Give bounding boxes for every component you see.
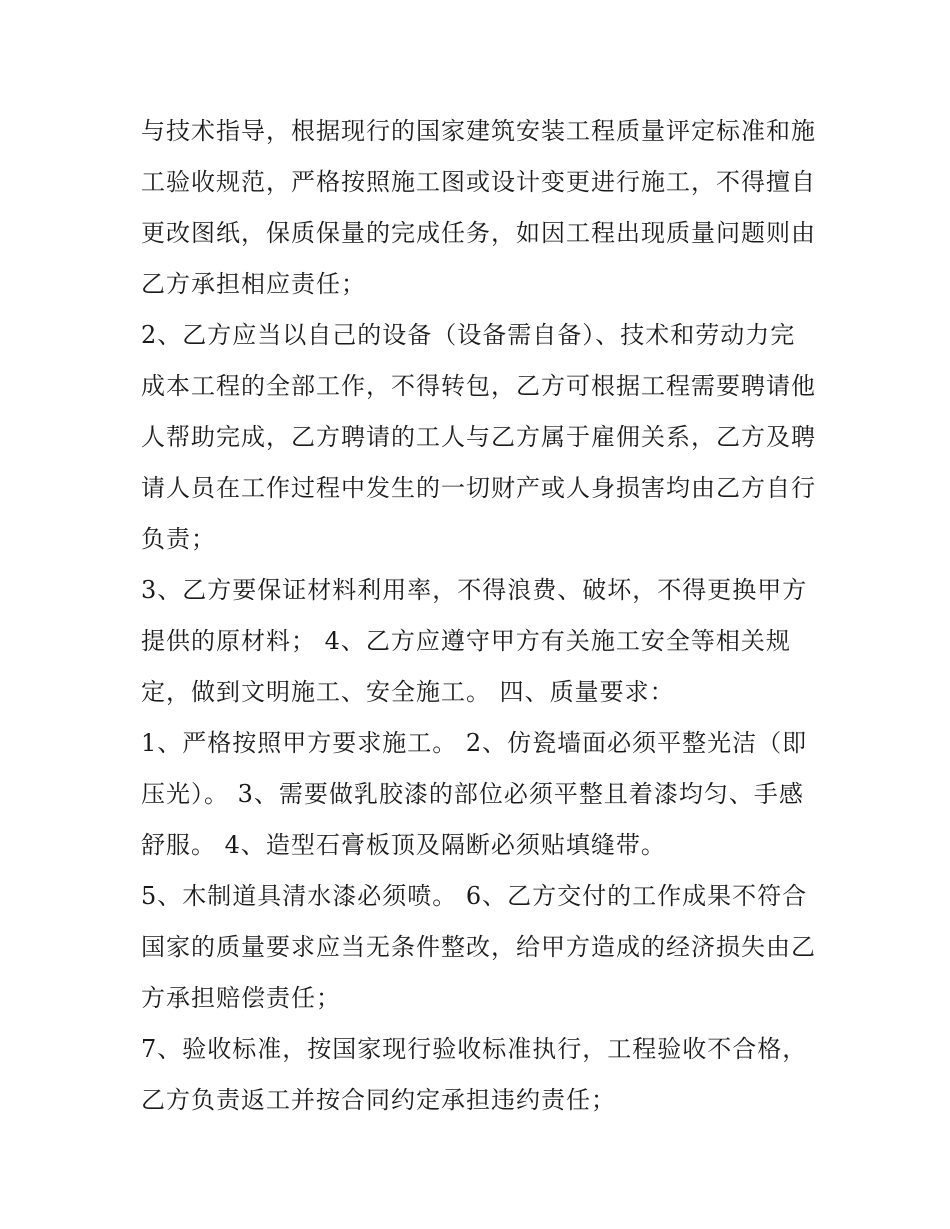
text-line: 国家的质量要求应当无条件整改，给甲方造成的经济损失由乙	[141, 933, 816, 961]
text-line: 2、乙方应当以自己的设备（设备需自备）、技术和劳动力完	[141, 321, 796, 349]
text-line: 负责；	[141, 525, 216, 553]
text-line: 工验收规范，严格按照施工图或设计变更进行施工，不得擅自	[141, 168, 816, 196]
text-line: 人帮助完成，乙方聘请的工人与乙方属于雇佣关系，乙方及聘	[141, 423, 816, 451]
text-line: 1、严格按照甲方要求施工。 2、仿瓷墙面必须平整光洁（即	[141, 729, 808, 757]
text-line: 压光）。 3、需要做乳胶漆的部位必须平整且着漆均匀、手感	[141, 780, 804, 808]
text-line: 乙方承担相应责任；	[141, 270, 366, 298]
text-line: 3、乙方要保证材料利用率，不得浪费、破坏，不得更换甲方	[141, 576, 808, 604]
text-line: 与技术指导，根据现行的国家建筑安装工程质量评定标准和施	[141, 117, 816, 145]
text-line: 更改图纸，保质保量的完成任务，如因工程出现质量问题则由	[141, 219, 816, 247]
text-line: 请人员在工作过程中发生的一切财产或人身损害均由乙方自行	[141, 474, 816, 502]
text-line: 5、木制道具清水漆必须喷。 6、乙方交付的工作成果不符合	[141, 882, 808, 910]
text-line: 提供的原材料； 4、乙方应遵守甲方有关施工安全等相关规	[141, 627, 791, 655]
text-line: 方承担赔偿责任；	[141, 984, 341, 1012]
text-line: 7、验收标准，按国家现行验收标准执行，工程验收不合格，	[141, 1035, 808, 1063]
text-line: 定，做到文明施工、安全施工。 四、质量要求：	[141, 678, 675, 706]
text-line: 乙方负责返工并按合同约定承担违约责任；	[141, 1086, 616, 1114]
text-line: 成本工程的全部工作，不得转包，乙方可根据工程需要聘请他	[141, 372, 816, 400]
contract-body-text	[141, 106, 821, 1126]
text-line: 舒服。 4、造型石膏板顶及隔断必须贴填缝带。	[141, 831, 666, 859]
